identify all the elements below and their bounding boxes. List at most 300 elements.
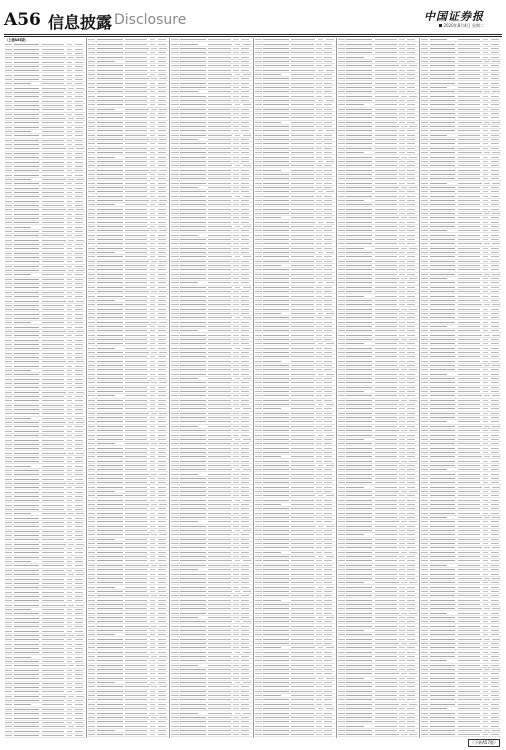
- table-cell: [97, 443, 115, 444]
- table-cell: [255, 500, 262, 501]
- table-cell: [241, 508, 249, 509]
- table-cell: [125, 170, 149, 171]
- table-cell: [75, 248, 83, 249]
- table-cell: [338, 52, 345, 53]
- table-cell: [150, 304, 156, 305]
- table-cell: [324, 491, 332, 492]
- table-cell: [208, 630, 230, 631]
- table-cell: [158, 704, 166, 705]
- table-cell: [75, 114, 83, 115]
- table-cell: [5, 431, 12, 432]
- table-cell: [158, 117, 166, 118]
- table-cell: [255, 656, 262, 657]
- table-cell: [180, 135, 206, 136]
- table-cell: [14, 283, 40, 284]
- table-cell: [158, 217, 166, 218]
- table-cell: [42, 344, 64, 345]
- table-cell: [5, 309, 12, 310]
- table-cell: [42, 687, 64, 688]
- table-cell: [241, 517, 249, 518]
- table-cell: [241, 313, 249, 314]
- table-cell: [14, 109, 40, 110]
- table-cell: [291, 239, 313, 240]
- table-cell: [180, 39, 206, 40]
- table-cell: [14, 722, 40, 723]
- table-cell: [255, 630, 262, 631]
- table-cell: [316, 452, 322, 453]
- table-cell: [171, 187, 178, 188]
- table-cell: [180, 143, 206, 144]
- table-cell: [171, 48, 178, 49]
- table-cell: [235, 135, 241, 136]
- table-cell: [67, 201, 73, 202]
- table-cell: [208, 582, 230, 583]
- table-cell: [180, 608, 206, 609]
- table-cell: [97, 261, 123, 262]
- table-cell: [5, 544, 12, 545]
- table-cell: [235, 560, 241, 561]
- table-cell: [316, 183, 322, 184]
- table-cell: [291, 704, 313, 705]
- table-cell: [5, 114, 12, 115]
- table-cell: [171, 352, 178, 353]
- table-cell: [324, 543, 332, 544]
- table-cell: [97, 213, 123, 214]
- table-cell: [208, 713, 232, 714]
- table-cell: [291, 226, 313, 227]
- table-cell: [316, 365, 322, 366]
- table-cell: [42, 209, 66, 210]
- table-cell: [316, 613, 322, 614]
- table-cell: [67, 487, 73, 488]
- table-cell: [14, 214, 40, 215]
- table-cell: [14, 661, 40, 662]
- table-cell: [324, 157, 332, 158]
- table-cell: [255, 591, 262, 592]
- table-cell: [241, 604, 249, 605]
- table-cell: [158, 713, 166, 714]
- table-cell: [150, 209, 156, 210]
- table-cell: [241, 269, 249, 270]
- table-cell: [14, 201, 40, 202]
- table-cell: [316, 578, 322, 579]
- table-cell: [171, 504, 178, 505]
- table-cell: [316, 148, 322, 149]
- table-cell: [5, 539, 12, 540]
- table-cell: [291, 261, 313, 262]
- table-cell: [316, 530, 322, 531]
- table-cell: [318, 587, 324, 588]
- table-cell: [255, 530, 262, 531]
- table-cell: [88, 552, 95, 553]
- table-cell: [171, 721, 178, 722]
- table-cell: [291, 578, 313, 579]
- table-cell: [291, 500, 313, 501]
- table-cell: [42, 644, 64, 645]
- table-cell: [208, 378, 232, 379]
- table-cell: [316, 187, 322, 188]
- table-cell: [14, 240, 40, 241]
- table-cell: [125, 387, 147, 388]
- table-cell: [171, 482, 178, 483]
- table-cell: [97, 91, 123, 92]
- table-cell: [324, 400, 332, 401]
- table-cell: [324, 730, 332, 731]
- table-cell: [324, 417, 332, 418]
- table-cell: [233, 448, 239, 449]
- table-cell: [42, 600, 64, 601]
- table-cell: [14, 683, 40, 684]
- table-cell: [235, 348, 241, 349]
- table-cell: [407, 48, 415, 49]
- table-cell: [171, 369, 178, 370]
- table-cell: [158, 539, 166, 540]
- table-cell: [125, 487, 147, 488]
- table-cell: [97, 44, 123, 45]
- table-cell: [88, 461, 95, 462]
- table-cell: [97, 726, 123, 727]
- table-cell: [255, 152, 262, 153]
- table-cell: [324, 226, 332, 227]
- table-cell: [158, 269, 166, 270]
- table-cell: [208, 621, 232, 622]
- table-cell: [76, 209, 84, 210]
- table-cell: [150, 104, 156, 105]
- table-cell: [291, 443, 313, 444]
- table-cell: [263, 61, 289, 62]
- table-cell: [324, 521, 332, 522]
- table-cell: [67, 413, 73, 414]
- table-cell: [125, 139, 149, 140]
- table-cell: [233, 143, 239, 144]
- table-cell: [88, 452, 95, 453]
- table-cell: [241, 543, 249, 544]
- table-cell: [316, 235, 322, 236]
- table-cell: [171, 335, 178, 336]
- table-cell: [158, 495, 166, 496]
- table-cell: [97, 534, 123, 535]
- table-cell: [255, 448, 262, 449]
- table-cell: [316, 439, 322, 440]
- table-cell: [42, 700, 64, 701]
- table-cell: [208, 604, 230, 605]
- table-cell: [263, 57, 289, 58]
- table-cell: [5, 435, 12, 436]
- table-cell: [233, 278, 239, 279]
- table-cell: [233, 204, 239, 205]
- table-cell: [75, 274, 83, 275]
- table-cell: [42, 713, 64, 714]
- table-cell: [233, 109, 239, 110]
- table-cell: [125, 122, 147, 123]
- table-cell: [97, 391, 123, 392]
- table-cell: [67, 135, 73, 136]
- table-cell: [158, 122, 166, 123]
- table-cell: [125, 248, 147, 249]
- table-cell: [125, 213, 147, 214]
- table-cell: [5, 140, 12, 141]
- table-cell: [14, 357, 40, 358]
- table-cell: [180, 634, 206, 635]
- table-cell: [125, 83, 147, 84]
- table-cell: [255, 44, 262, 45]
- table-cell: [233, 491, 239, 492]
- table-cell: [255, 699, 262, 700]
- table-cell: [243, 348, 251, 349]
- table-cell: [150, 734, 156, 735]
- table-cell: [171, 691, 178, 692]
- table-cell: [241, 600, 249, 601]
- table-cell: [14, 583, 40, 584]
- table-cell: [5, 75, 12, 76]
- table-cell: [42, 53, 64, 54]
- table-cell: [324, 552, 332, 553]
- table-cell: [68, 301, 74, 302]
- table-cell: [97, 365, 123, 366]
- table-cell: [67, 257, 73, 258]
- table-cell: [5, 683, 12, 684]
- table-cell: [14, 552, 40, 553]
- table-cell: [88, 148, 95, 149]
- table-cell: [316, 178, 322, 179]
- table-cell: [97, 70, 123, 71]
- table-cell: [5, 135, 12, 136]
- table-cell: [263, 282, 289, 283]
- table-cell: [75, 409, 83, 410]
- table-cell: [158, 83, 166, 84]
- table-cell: [318, 313, 324, 314]
- table-cell: [255, 556, 262, 557]
- table-cell: [291, 143, 313, 144]
- table-cell: [171, 395, 178, 396]
- table-cell: [171, 296, 178, 297]
- table-cell: [263, 96, 289, 97]
- table-cell: [263, 330, 289, 331]
- table-cell: [67, 218, 73, 219]
- table-cell: [316, 274, 322, 275]
- table-cell: [88, 309, 95, 310]
- table-cell: [75, 357, 83, 358]
- table-cell: [316, 52, 322, 53]
- table-cell: [316, 682, 322, 683]
- table-cell: [326, 374, 334, 375]
- table-cell: [158, 374, 166, 375]
- table-cell: [324, 547, 332, 548]
- table-cell: [76, 301, 84, 302]
- table-cell: [233, 482, 239, 483]
- table-cell: [180, 113, 206, 114]
- table-cell: [88, 109, 95, 110]
- table-cell: [291, 39, 315, 40]
- table-cell: [88, 600, 95, 601]
- table-cell: [399, 39, 405, 40]
- table-cell: [97, 547, 123, 548]
- table-cell: [159, 626, 167, 627]
- table-cell: [97, 296, 123, 297]
- table-cell: [241, 730, 249, 731]
- table-cell: [97, 248, 123, 249]
- table-cell: [158, 91, 166, 92]
- table-cell: [241, 699, 249, 700]
- table-cell: [263, 391, 289, 392]
- table-cell: [150, 517, 156, 518]
- table-cell: [150, 83, 156, 84]
- table-cell: [171, 70, 178, 71]
- table-cell: [255, 252, 262, 253]
- table-cell: [158, 630, 166, 631]
- table-cell: [241, 65, 249, 66]
- table-cell: [346, 96, 372, 97]
- table-cell: [324, 96, 332, 97]
- table-cell: [150, 52, 156, 53]
- table-cell: [5, 44, 12, 45]
- table-cell: [291, 213, 313, 214]
- table-cell: [14, 596, 40, 597]
- table-cell: [263, 230, 289, 231]
- table-cell: [88, 604, 95, 605]
- table-cell: [42, 44, 64, 45]
- table-cell: [42, 175, 64, 176]
- table-cell: [42, 652, 64, 653]
- table-cell: [180, 265, 206, 266]
- table-cell: [263, 269, 289, 270]
- table-cell: [88, 513, 95, 514]
- table-cell: [235, 44, 241, 45]
- table-cell: [125, 348, 147, 349]
- table-cell: [291, 217, 313, 218]
- table-cell: [255, 387, 262, 388]
- table-cell: [14, 179, 32, 180]
- table-cell: [291, 591, 313, 592]
- table-cell: [233, 556, 239, 557]
- table-cell: [180, 556, 206, 557]
- table-cell: [75, 713, 83, 714]
- table-cell: [125, 482, 147, 483]
- table-cell: [125, 57, 147, 58]
- table-cell: [75, 587, 83, 588]
- table-cell: [75, 448, 83, 449]
- table-cell: [291, 508, 313, 509]
- table-cell: [171, 673, 178, 674]
- table-cell: [42, 196, 64, 197]
- table-cell: [125, 304, 147, 305]
- table-cell: [241, 83, 249, 84]
- table-cell: [88, 204, 95, 205]
- table-cell: [171, 361, 178, 362]
- table-cell: [233, 209, 239, 210]
- table-cell: [316, 113, 322, 114]
- table-cell: [180, 621, 206, 622]
- table-cell: [241, 639, 249, 640]
- table-cell: [125, 695, 147, 696]
- table-cell: [125, 613, 147, 614]
- table-cell: [159, 595, 167, 596]
- table-cell: [324, 395, 332, 396]
- table-cell: [88, 491, 95, 492]
- table-cell: [159, 534, 167, 535]
- table-cell: [208, 269, 230, 270]
- table-cell: [76, 392, 84, 393]
- table-cell: [233, 595, 239, 596]
- table-cell: [233, 174, 239, 175]
- table-cell: [255, 282, 262, 283]
- table-cell: [5, 592, 12, 593]
- table-cell: [42, 253, 64, 254]
- table-cell: [208, 230, 230, 231]
- table-cell: [97, 200, 123, 201]
- table-cell: [75, 75, 83, 76]
- table-cell: [208, 569, 230, 570]
- table-cell: [5, 88, 12, 89]
- table-cell: [291, 617, 315, 618]
- table-cell: [5, 600, 12, 601]
- table-cell: [241, 574, 249, 575]
- table-cell: [88, 335, 95, 336]
- table-cell: [125, 382, 149, 383]
- table-cell: [171, 678, 178, 679]
- table-cell: [75, 626, 83, 627]
- table-cell: [5, 340, 12, 341]
- table-cell: [171, 126, 178, 127]
- table-cell: [125, 699, 147, 700]
- table-cell: [241, 582, 249, 583]
- table-cell: [42, 131, 64, 132]
- table-cell: [263, 213, 289, 214]
- table-cell: [263, 673, 289, 674]
- table-cell: [291, 378, 313, 379]
- table-cell: [324, 539, 332, 540]
- table-cell: [407, 44, 415, 45]
- table-cell: [171, 330, 178, 331]
- table-cell: [208, 387, 230, 388]
- table-cell: [233, 600, 239, 601]
- table-cell: [125, 565, 149, 566]
- table-cell: [125, 478, 147, 479]
- table-cell: [291, 278, 313, 279]
- table-cell: [67, 691, 73, 692]
- table-cell: [180, 495, 206, 496]
- table-cell: [316, 83, 322, 84]
- table-cell: [208, 504, 230, 505]
- table-cell: [399, 83, 405, 84]
- table-cell: [208, 204, 230, 205]
- table-cell: [158, 617, 166, 618]
- table-cell: [263, 278, 289, 279]
- table-cell: [75, 144, 83, 145]
- table-cell: [233, 274, 239, 275]
- table-cell: [208, 70, 230, 71]
- table-cell: [208, 278, 230, 279]
- table-cell: [150, 513, 156, 514]
- table-cell: [42, 144, 64, 145]
- table-cell: [88, 256, 95, 257]
- table-cell: [88, 639, 95, 640]
- table-cell: [42, 340, 64, 341]
- table-cell: [150, 552, 156, 553]
- table-cell: [291, 717, 313, 718]
- table-cell: [158, 61, 166, 62]
- table-cell: [316, 421, 322, 422]
- table-cell: [263, 430, 289, 431]
- table-cell: [208, 652, 232, 653]
- table-cell: [291, 248, 313, 249]
- table-cell: [14, 709, 40, 710]
- table-cell: [88, 356, 95, 357]
- table-cell: [255, 574, 262, 575]
- table-cell: [263, 135, 289, 136]
- table-cell: [14, 162, 40, 163]
- table-cell: [42, 609, 64, 610]
